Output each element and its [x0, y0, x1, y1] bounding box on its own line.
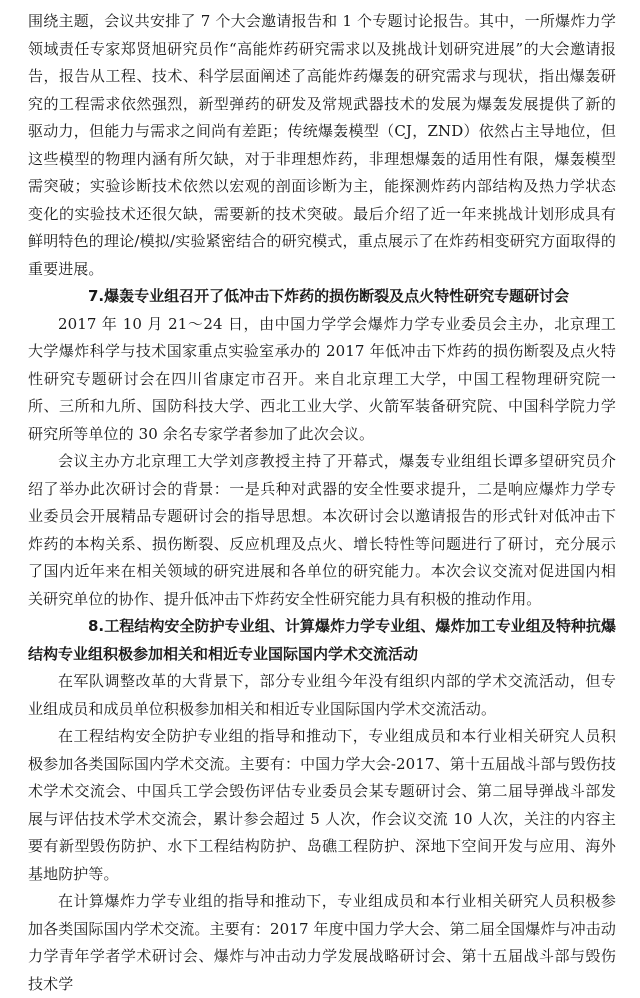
- section-number-7: 7.: [88, 287, 105, 305]
- paragraph-session-reports: 围绕主题，会议共安排了 7 个大会邀请报告和 1 个专题讨论报告。其中，一所爆炸力学领域责任专家郑贤旭研究员作“高能炸药研究需求以及挑战计划研究进展”的大会邀请报告，报告从工程、技术、科学层面阐述了高能炸药爆轰的研究需求与现状，指出爆轰研究的工程需求依然强烈，新型弹药的研发及常规武器技术的发展为爆轰发展提供了新的驱动力，但能力与需求之间尚有差距；传统爆轰模型（CJ，ZND）依然占主导地位，但这些模型的物理内涵有所欠缺，对于非理想炸药，非理想爆轰的适用性有限，爆轰模型需突破；实验诊断技术依然以宏观的剖面诊断为主，能探测炸药内部结构及热力学状态变化的实验技术还很欠缺，需要新的技术突破。最后介绍了近一年来挑战计划形成具有鲜明特色的理论/模拟/实验紧密结合的研究模式，重点展示了在炸药相变研究方面取得的重要进展。: [28, 12, 616, 278]
- paragraph-seminar-overview: 2017 年 10 月 21～24 日，由中国力学学会爆炸力学专业委员会主办，北京理工大学爆炸科学与技术国家重点实验室承办的 2017 年低冲击下炸药的损伤断裂及点火特性研究专题研讨会在四川省康定市召开。来自北京理工大学，中国工程物理研究院一所、三所和九所、国防科技大学、西北工业大学、火箭军装备研究院、中国科学院力学研究所等单位的 30 余名专家学者参加了此次会议。: [28, 314, 616, 443]
- section-heading-8: [28, 613, 616, 668]
- section-number-8: 8.: [88, 617, 105, 635]
- section-title-7: 爆轰专业组召开了低冲击下炸药的损伤断裂及点火特性研究专题研讨会: [104, 287, 570, 305]
- paragraph-computational-explosion: 在计算爆炸力学专业组的指导和推动下，专业组成员和本行业相关研究人员积极参加各类国际国内学术交流。主要有：2017 年度中国力学大会、第二届全国爆炸与冲击动力学青年学者学术研讨会、爆炸与冲击动力学发展战略研讨会、第十五届战斗部与毁伤技术学: [28, 892, 616, 993]
- document-page: [28, 8, 616, 998]
- section-heading-7: [28, 283, 616, 311]
- section-title-8: 工程结构安全防护专业组、计算爆炸力学专业组、爆炸加工专业组及特种抗爆结构专业组积极参加相关和相近专业国际国内学术交流活动: [28, 617, 616, 663]
- paragraph-seminar-opening: 会议主办方北京理工大学刘彦教授主持了开幕式，爆轰专业组组长谭多望研究员介绍了举办此次研讨会的背景：一是兵种对武器的安全性要求提升，二是响应爆炸力学专业委员会开展精品专题研讨会的指导思想。本次研讨会以邀请报告的形式针对低冲击下炸药的本构关系、损伤断裂、反应机理及点火、增长特性等问题进行了研讨，充分展示了国内近年来在相关领域的研究进展和各单位的研究能力。本次会议交流对促进国内相关研究单位的协作、提升低冲击下炸药安全性研究能力具有积极的推动作用。: [28, 452, 616, 608]
- paragraph-structural-protection: 在工程结构安全防护专业组的指导和推动下，专业组成员和本行业相关研究人员积极参加各类国际国内学术交流。主要有：中国力学大会-2017、第十五届战斗部与毁伤技术学术交流会、中国兵工学会毁伤评估专业委员会某专题研讨会、第二届导弹战斗部发展与评估技术学术交流会，累计参会超过 5 人次，作会议交流 10 人次，关注的内容主要有新型毁伤防护、水下工程结构防护、岛礁工程防护、深地下空间开发与应用、海外基地防护等。: [28, 727, 616, 883]
- paragraph-reform-background: 在军队调整改革的大背景下，部分专业组今年没有组织内部的学术交流活动，但专业组成员和成员单位积极参加相关和相近专业国际国内学术交流活动。: [28, 672, 616, 718]
